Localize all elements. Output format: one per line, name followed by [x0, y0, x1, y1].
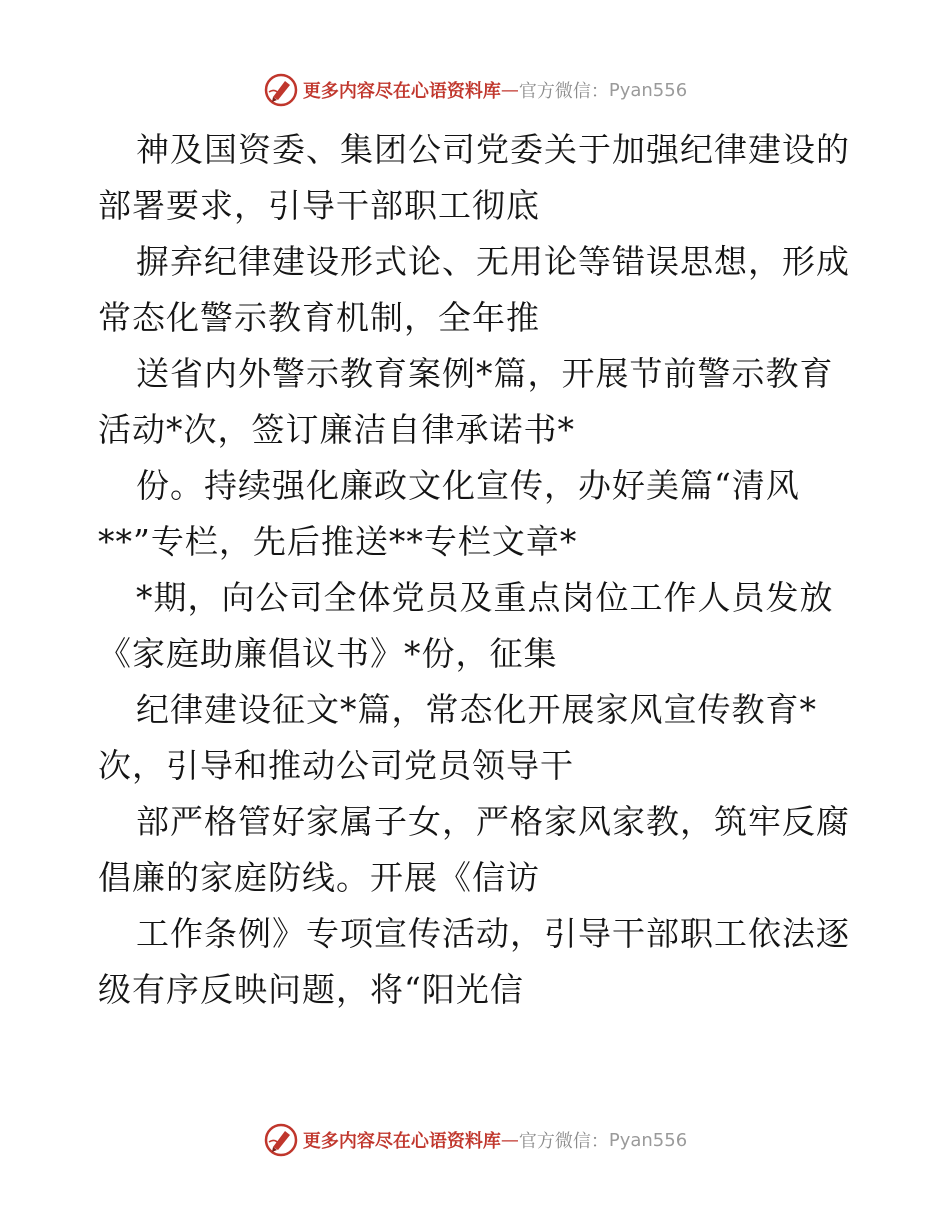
watermark-wechat-label: 官方微信：	[518, 1131, 609, 1152]
document-body	[98, 122, 878, 1018]
body-line: 神及国资委、集团公司党委关于加强纪律建设的	[136, 130, 850, 169]
body-line: 送省内外警示教育案例*篇，开展节前警示教育	[136, 354, 834, 393]
body-line: *期，向公司全体党员及重点岗位工作人员发放	[136, 578, 834, 617]
body-line: 工作条例》专项宣传活动，引导干部职工依法逐	[136, 914, 850, 953]
watermark-dash: —	[500, 79, 519, 101]
body-line: **”专栏，先后推送**专栏文章*	[98, 522, 578, 561]
body-line: 倡廉的家庭防线。开展《信访	[98, 858, 540, 897]
body-line: 常态化警示教育机制，全年推	[98, 298, 540, 337]
watermark-brand: 更多内容尽在心语资料库	[302, 81, 501, 102]
watermark-wechat-label: 官方微信：	[518, 81, 609, 102]
watermark-brand: 更多内容尽在心语资料库	[302, 1131, 501, 1152]
body-line: 《家庭助廉倡议书》*份，征集	[98, 634, 558, 673]
body-line: 摒弃纪律建设形式论、无用论等错误思想，形成	[136, 242, 850, 281]
watermark-wechat-id: Pyan556	[608, 1129, 688, 1151]
watermark-dash: —	[500, 1129, 519, 1151]
body-line: 次，引导和推动公司党员领导干	[98, 746, 574, 785]
body-line: 纪律建设征文*篇，常态化开展家风宣传教育*	[136, 690, 817, 729]
body-line: 级有序反映问题，将“阳光信	[98, 970, 524, 1009]
body-line: 部严格管好家属子女，严格家风家教，筑牢反腐	[136, 802, 850, 841]
body-line: 部署要求，引导干部职工彻底	[98, 186, 540, 225]
watermark-wechat-id: Pyan556	[608, 79, 688, 101]
header-watermark	[0, 72, 950, 108]
body-line: 活动*次，签订廉洁自律承诺书*	[98, 410, 575, 449]
notebook-pen-logo-icon	[263, 1122, 299, 1158]
notebook-pen-logo-icon	[263, 72, 299, 108]
body-line: 份。持续强化廉政文化宣传，办好美篇“清风	[136, 466, 800, 505]
footer-watermark	[0, 1122, 950, 1158]
